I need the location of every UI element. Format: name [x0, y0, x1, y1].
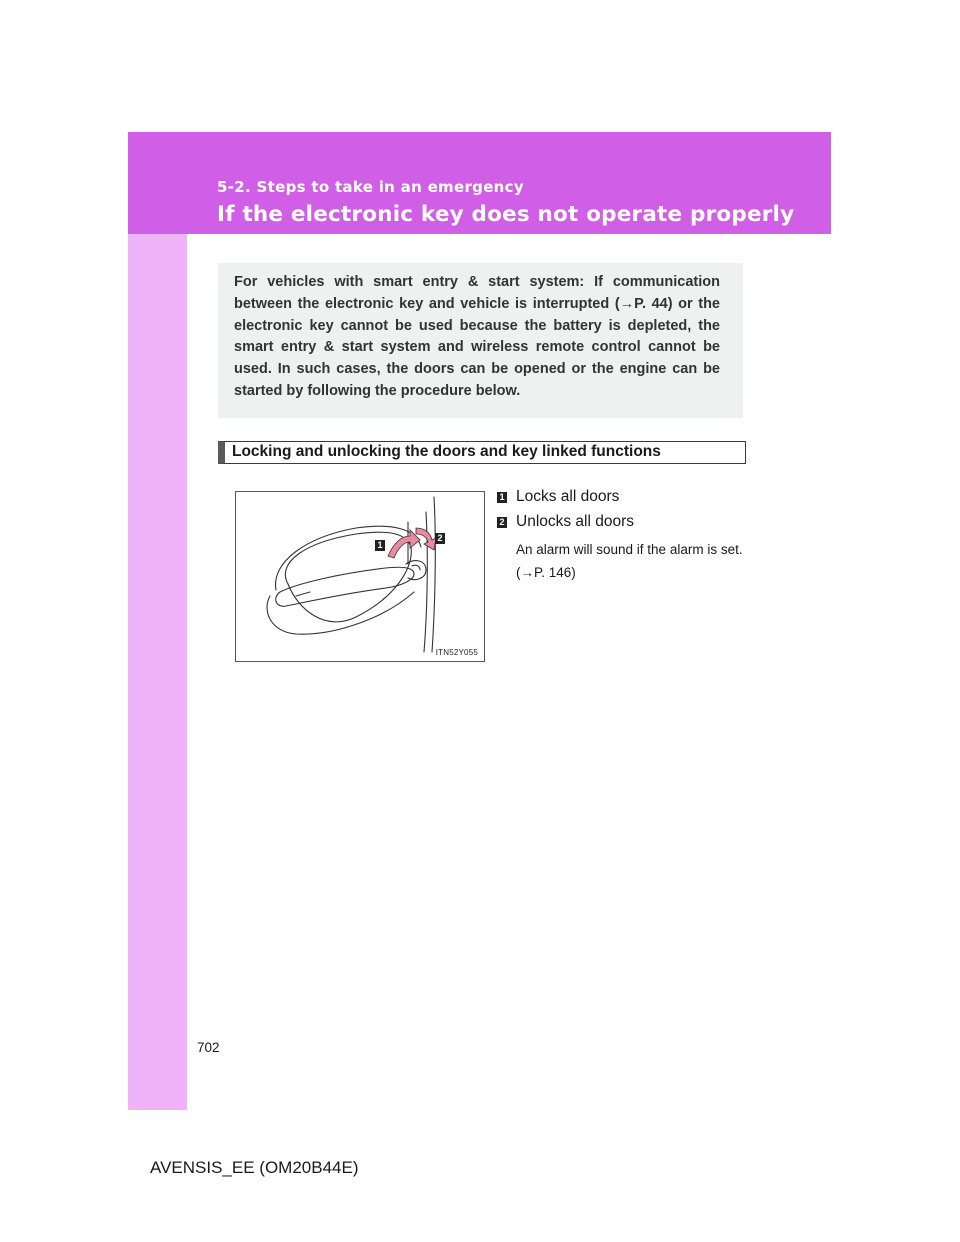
section-label: 5-2. Steps to take in an emergency	[217, 178, 524, 196]
intro-text: For vehicles with smart entry & start system: If communication between the electronic key and vehicle is interrupted (→P. 44) or the electronic key cannot be used because the battery is depleted, the smart entry & start system and wireless remote control cannot be used. In such cases, the doors can be opened or the engine can be started by following the procedure below.	[234, 274, 720, 399]
alarm-note: An alarm will sound if the alarm is set. (→P. 146)	[516, 542, 743, 580]
figure-code: ITN52Y055	[435, 648, 478, 657]
document-code: AVENSIS_EE (OM20B44E)	[150, 1158, 359, 1177]
page-title: If the electronic key does not operate properly	[217, 202, 795, 227]
step-label: Unlocks all doors	[516, 513, 635, 530]
step-number-badge: 2	[497, 517, 507, 528]
figure-badge-2: 2	[435, 533, 445, 544]
step-number-badge: 1	[497, 492, 507, 503]
lock-arrow-icon	[388, 530, 420, 558]
intro-box	[218, 263, 743, 418]
side-margin-band	[128, 234, 187, 1110]
door-handle-figure	[235, 491, 485, 662]
section-heading	[218, 441, 746, 464]
step-label: Locks all doors	[516, 488, 620, 505]
figure-badge-1: 1	[375, 540, 385, 551]
page-number: 702	[197, 1040, 220, 1055]
header-band	[128, 132, 831, 234]
door-handle-illustration	[236, 492, 484, 661]
section-heading-text: Locking and unlocking the doors and key linked functions	[232, 443, 661, 460]
